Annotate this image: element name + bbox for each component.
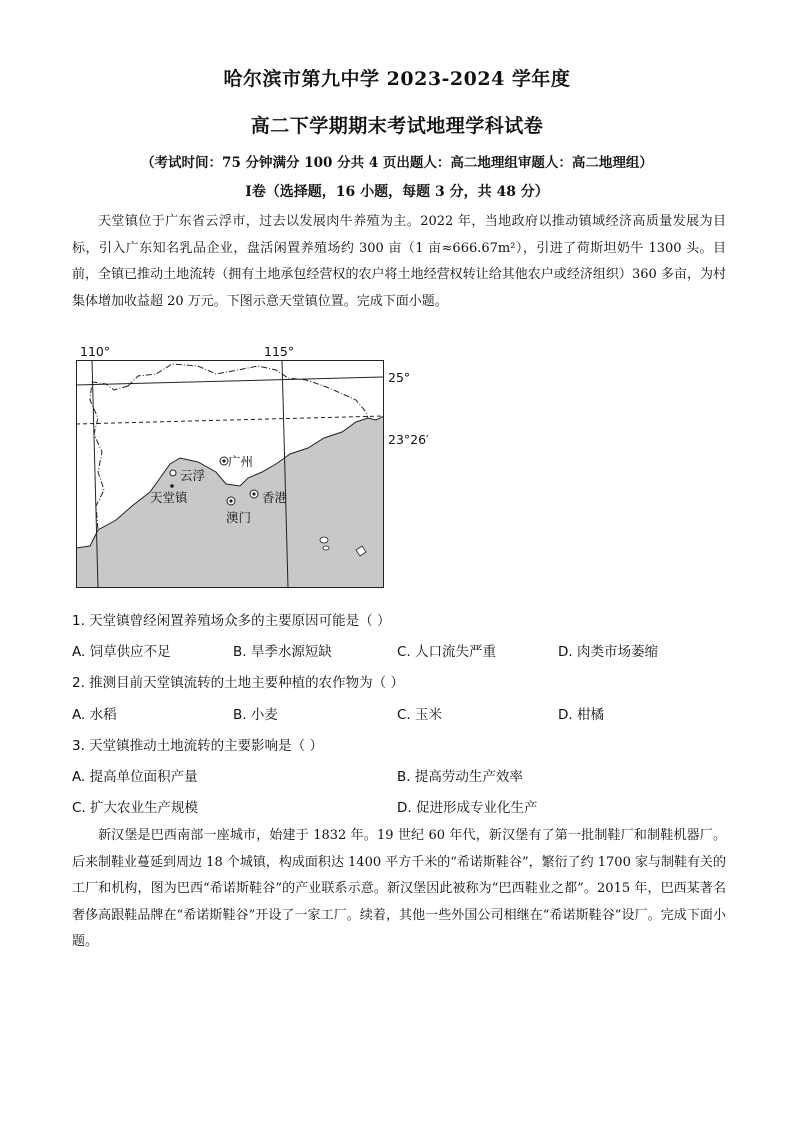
tropic-of-cancer: [76, 416, 384, 424]
lon-110-label: 110°: [80, 344, 111, 359]
guangzhou-label: 广州: [228, 454, 254, 469]
q3-option-a[interactable]: A. 提高单位面积产量: [72, 769, 198, 785]
exam-info: （考试时间：75 分钟满分 100 分共 4 页出题人：高二地理组审题人：高二地理组）: [141, 155, 653, 171]
macau-label: 澳门: [226, 510, 252, 525]
lon-115-label: 115°: [264, 344, 295, 359]
q3-option-d[interactable]: D. 促进形成专业化生产: [397, 800, 538, 816]
section-heading: Ⅰ卷（选择题，16 小题，每题 3 分，共 48 分）: [245, 184, 549, 200]
hongkong-dot: [252, 492, 255, 495]
q1-option-c[interactable]: C. 人口流失严重: [397, 644, 497, 660]
lat-tropic-label: 23°26′: [388, 432, 429, 447]
macau-dot: [229, 499, 232, 502]
q1-option-b[interactable]: B. 旱季水源短缺: [233, 644, 332, 660]
hongkong-label: 香港: [262, 490, 288, 505]
q1-option-d[interactable]: D. 肉类市场萎缩: [558, 644, 658, 660]
title-line-1: 哈尔滨市第九中学 2023-2024 学年度: [223, 68, 571, 90]
yunfu-label: 云浮: [180, 468, 206, 483]
passage-1: 天堂镇位于广东省云浮市，过去以发展肉牛养殖为主。2022 年，当地政府以推动镇域经济高质量发展为目标，引入广东知名乳品企业，盘活闲置养殖场约 300 亩（1 亩≈666.67m²），引进了荷斯坦奶牛 1300 头。目前，全镇已推动土地流转（拥有土地承包经营权的农户将土地经营权转让给其他农户或经济组织）360 多亩，为村集体增加收益超 20 万元。下图示意天堂镇位置。完成下面小题。: [72, 214, 726, 309]
q2-option-a[interactable]: A. 水稻: [72, 707, 117, 723]
q2-option-c[interactable]: C. 玉米: [397, 707, 443, 723]
parallel-25: [76, 377, 384, 385]
q3-option-b[interactable]: B. 提高劳动生产效率: [397, 769, 523, 785]
tiantang-label: 天堂镇: [150, 490, 188, 505]
location-map: [76, 360, 384, 588]
guangzhou-dot: [222, 459, 225, 462]
question-2: 2. 推测目前天堂镇流转的土地主要种植的农作物为（ ）: [72, 675, 404, 691]
question-3: 3. 天堂镇推动土地流转的主要影响是（ ）: [72, 738, 323, 754]
question-1: 1. 天堂镇曾经闲置养殖场众多的主要原因可能是（ ）: [72, 613, 391, 629]
island: [320, 537, 328, 543]
q2-option-b[interactable]: B. 小麦: [233, 707, 278, 723]
q3-option-c[interactable]: C. 扩大农业生产规模: [72, 800, 199, 816]
lat-25-label: 25°: [388, 370, 411, 385]
island: [323, 546, 329, 550]
q1-option-a[interactable]: A. 饲草供应不足: [72, 644, 171, 660]
passage-2: 新汉堡是巴西南部一座城市，始建于 1832 年。19 世纪 60 年代，新汉堡有了第一批制鞋厂和制鞋机器厂。后来制鞋业蔓延到周边 18 个城镇，构成面积达 1400 平方千米的“希诺斯鞋谷”，繁衍了约 1700 家与制鞋有关的工厂和机构，图为巴西“希诺斯鞋谷”的产业联系示意。新汉堡因此被称为“巴西鞋业之都”。2015 年，巴西某著名奢侈高跟鞋品牌在“希诺斯鞋谷”开设了一家工厂。续着，其他一些外国公司相继在“希诺斯鞋谷”设厂。完成下面小题。: [72, 828, 726, 949]
yunfu-symbol: [170, 470, 176, 476]
title-line-2: 高二下学期期末考试地理学科试卷: [250, 115, 544, 137]
q2-option-d[interactable]: D. 柑橘: [558, 707, 604, 723]
